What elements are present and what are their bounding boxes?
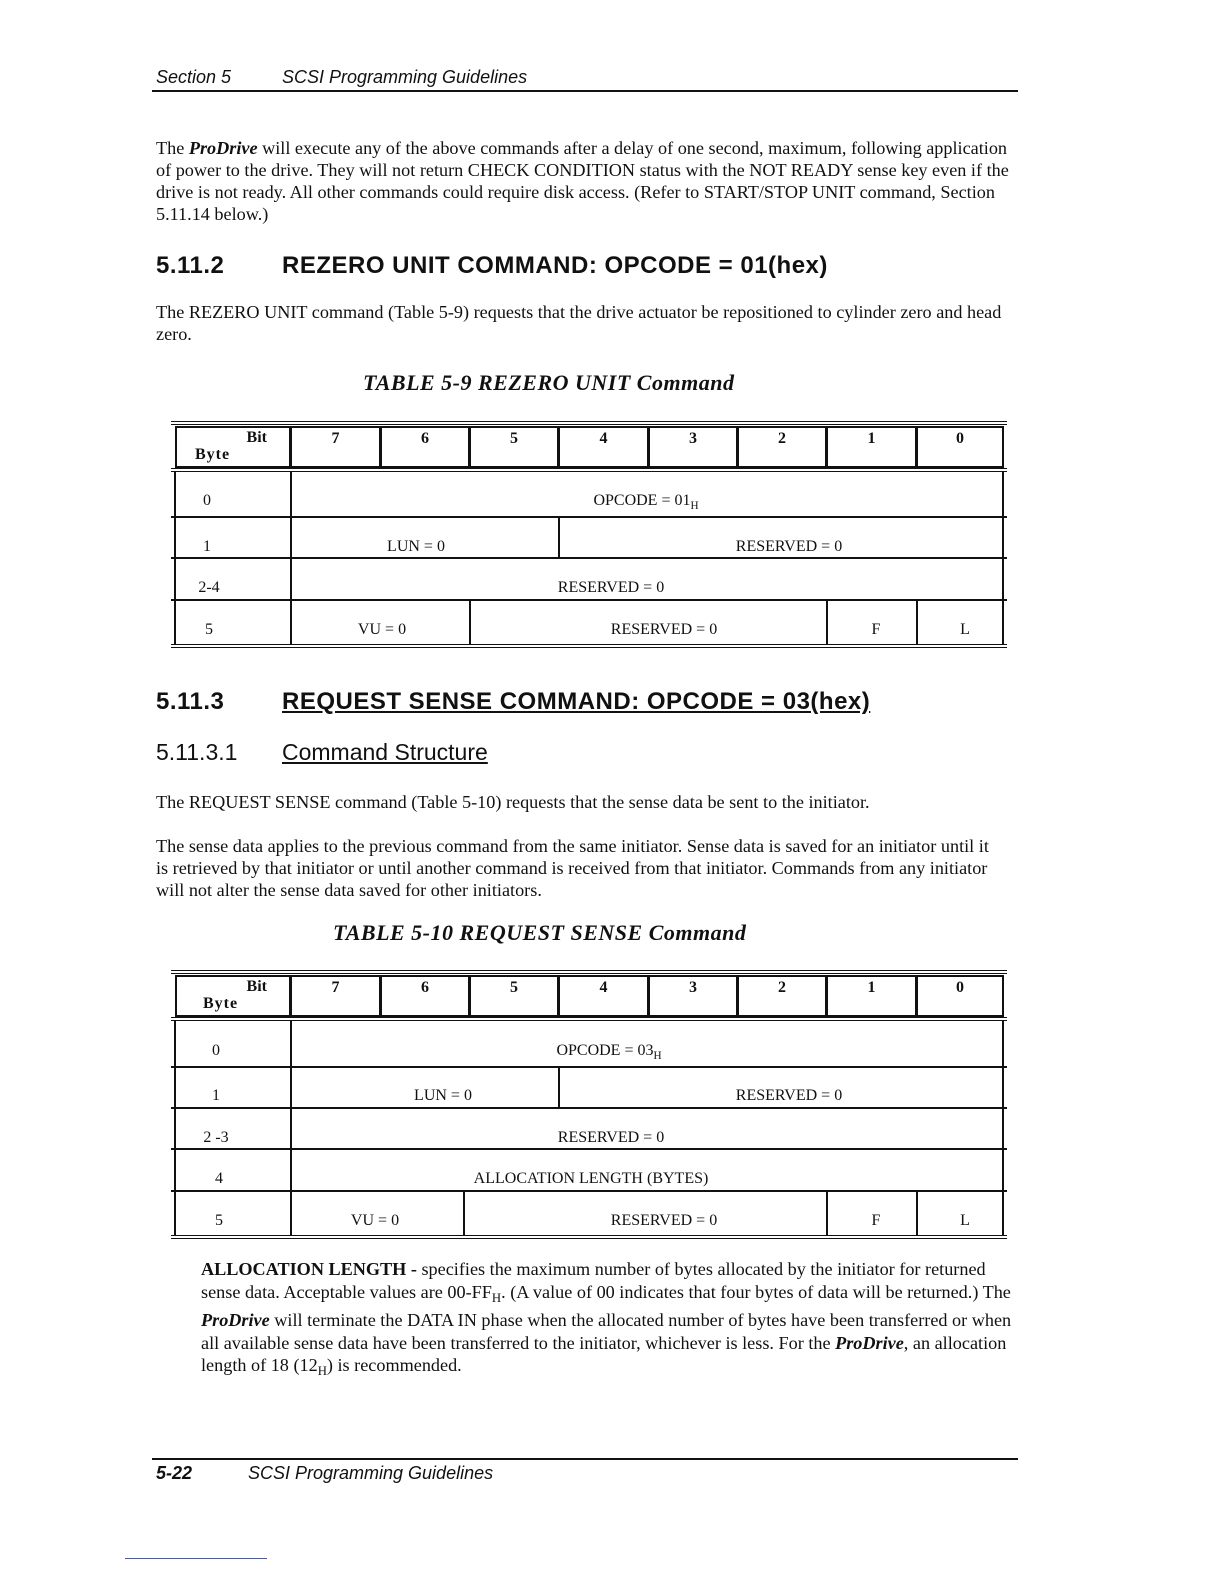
bit-4: 4 xyxy=(558,975,649,1017)
byte-1: 1 xyxy=(212,1087,220,1104)
flag-field: F xyxy=(871,1212,881,1229)
byte-0: 0 xyxy=(203,492,211,509)
lun-field: LUN = 0 xyxy=(414,1087,472,1104)
reserved-field: RESERVED = 0 xyxy=(735,538,843,555)
table-5-10-caption: TABLE 5-10 REQUEST SENSE Command xyxy=(333,920,747,945)
heading-number: 5.11.3 xyxy=(156,688,225,715)
link-field: L xyxy=(960,1212,970,1229)
byte-5: 5 xyxy=(215,1212,223,1229)
byte-0: 0 xyxy=(212,1042,220,1059)
page-number: 5-22 xyxy=(156,1463,193,1483)
bit-5: 5 xyxy=(469,975,559,1017)
lun-field: LUN = 0 xyxy=(387,538,445,555)
heading-number: 5.11.2 xyxy=(156,252,225,279)
byte-2-4: 2-4 xyxy=(198,579,220,596)
allocation-length-field: ALLOCATION LENGTH (BYTES) xyxy=(473,1170,709,1187)
rezero-description: The REZERO UNIT command (Table 5-9) requests that the drive actuator be repositioned to cylinder zero and head zero. xyxy=(156,302,1002,344)
allocation-length-definition: ALLOCATION LENGTH - specifies the maximum number of bytes allocated by the initiator for returned sense data. Acceptable values are $00-FF_H$. (A value of 00 indicates that four bytes of data will be returned.) The ProDrive will terminate the DATA IN phase when the allocated number of bytes have been transferred or when all available sense data have been transferred to the initiator, whichever is less. For the ProDrive, an allocation length of 18 $(12_H)$ is recommended. xyxy=(201,1259,1012,1379)
bit-3: 3 xyxy=(648,975,738,1017)
heading-title: Command Structure xyxy=(282,739,488,765)
bit-1: 1 xyxy=(826,975,917,1017)
bit-7: 7 xyxy=(290,975,381,1017)
bottom-rule xyxy=(125,1558,267,1559)
bit-2: 2 xyxy=(737,426,827,468)
table-5-9 xyxy=(171,421,1007,648)
running-header xyxy=(152,66,1018,92)
bit-2: 2 xyxy=(737,975,827,1017)
vu-field: VU = 0 xyxy=(357,621,407,638)
bit-byte-corner: Bit Byte xyxy=(175,426,291,468)
table-5-9-caption: TABLE 5-9 REZERO UNIT Command xyxy=(363,370,735,395)
heading-title: REQUEST SENSE COMMAND: OPCODE = 03(hex) xyxy=(282,688,871,715)
byte-5: 5 xyxy=(205,621,213,638)
bit-0: 0 xyxy=(916,975,1004,1017)
request-sense-description: The REQUEST SENSE command (Table 5-10) requests that the sense data be sent to the initiator. xyxy=(156,792,870,812)
bit-byte-corner: Bit Byte xyxy=(175,975,291,1017)
byte-1: 1 xyxy=(203,538,211,555)
heading-5-11-3-1 xyxy=(156,739,1016,769)
header-section: Section 5 xyxy=(156,67,232,87)
footer-title: SCSI Programming Guidelines xyxy=(248,1463,494,1483)
bit-6: 6 xyxy=(380,426,470,468)
product-name: ProDrive xyxy=(201,1310,270,1331)
vu-field: VU = 0 xyxy=(350,1212,400,1229)
reserved-field: RESERVED = 0 xyxy=(610,621,718,638)
opcode-field: OPCODE = $01_H$ xyxy=(593,492,699,512)
heading-5-11-2 xyxy=(156,252,1016,282)
flag-field: F xyxy=(871,621,881,638)
bit-0: 0 xyxy=(916,426,1004,468)
sense-data-paragraph: The sense data applies to the previous command from the same initiator. Sense data is saved for an initiator until it is retrieved by that initiator or until another command is received from that initiator. Commands from any initiator will not alter the sense data saved for other initiators. xyxy=(156,836,989,900)
reserved-field: RESERVED = 0 xyxy=(557,1129,665,1146)
reserved-field: RESERVED = 0 xyxy=(557,579,665,596)
heading-number: 5.11.3.1 xyxy=(156,739,238,765)
intro-paragraph: The ProDrive will execute any of the above commands after a delay of one second, maximum, following application of power to the drive. They will not return CHECK CONDITION status with the NOT READY sense key even if the drive is not ready. All other commands could require disk access. (Refer to START/STOP UNIT command, Section 5.11.14 below.) xyxy=(156,138,1009,224)
bit-5: 5 xyxy=(469,426,559,468)
byte-2-3: 2 -3 xyxy=(203,1129,229,1146)
header-title: SCSI Programming Guidelines xyxy=(282,67,528,87)
running-footer xyxy=(152,1458,1018,1486)
bit-3: 3 xyxy=(648,426,738,468)
byte-4: 4 xyxy=(215,1170,223,1187)
reserved-field: RESERVED = 0 xyxy=(735,1087,843,1104)
bit-6: 6 xyxy=(380,975,470,1017)
heading-5-11-3 xyxy=(156,688,1016,718)
bit-1: 1 xyxy=(826,426,917,468)
product-name: ProDrive xyxy=(835,1332,904,1353)
link-field: L xyxy=(960,621,970,638)
opcode-field: OPCODE = $03_H$ xyxy=(556,1042,662,1062)
bit-4: 4 xyxy=(558,426,649,468)
table-5-10 xyxy=(171,970,1007,1239)
product-name: ProDrive xyxy=(188,138,258,158)
definition-term: ALLOCATION LENGTH - xyxy=(201,1259,417,1279)
heading-title: REZERO UNIT COMMAND: OPCODE = 01(hex) xyxy=(282,252,828,279)
bit-7: 7 xyxy=(290,426,381,468)
reserved-field: RESERVED = 0 xyxy=(610,1212,718,1229)
